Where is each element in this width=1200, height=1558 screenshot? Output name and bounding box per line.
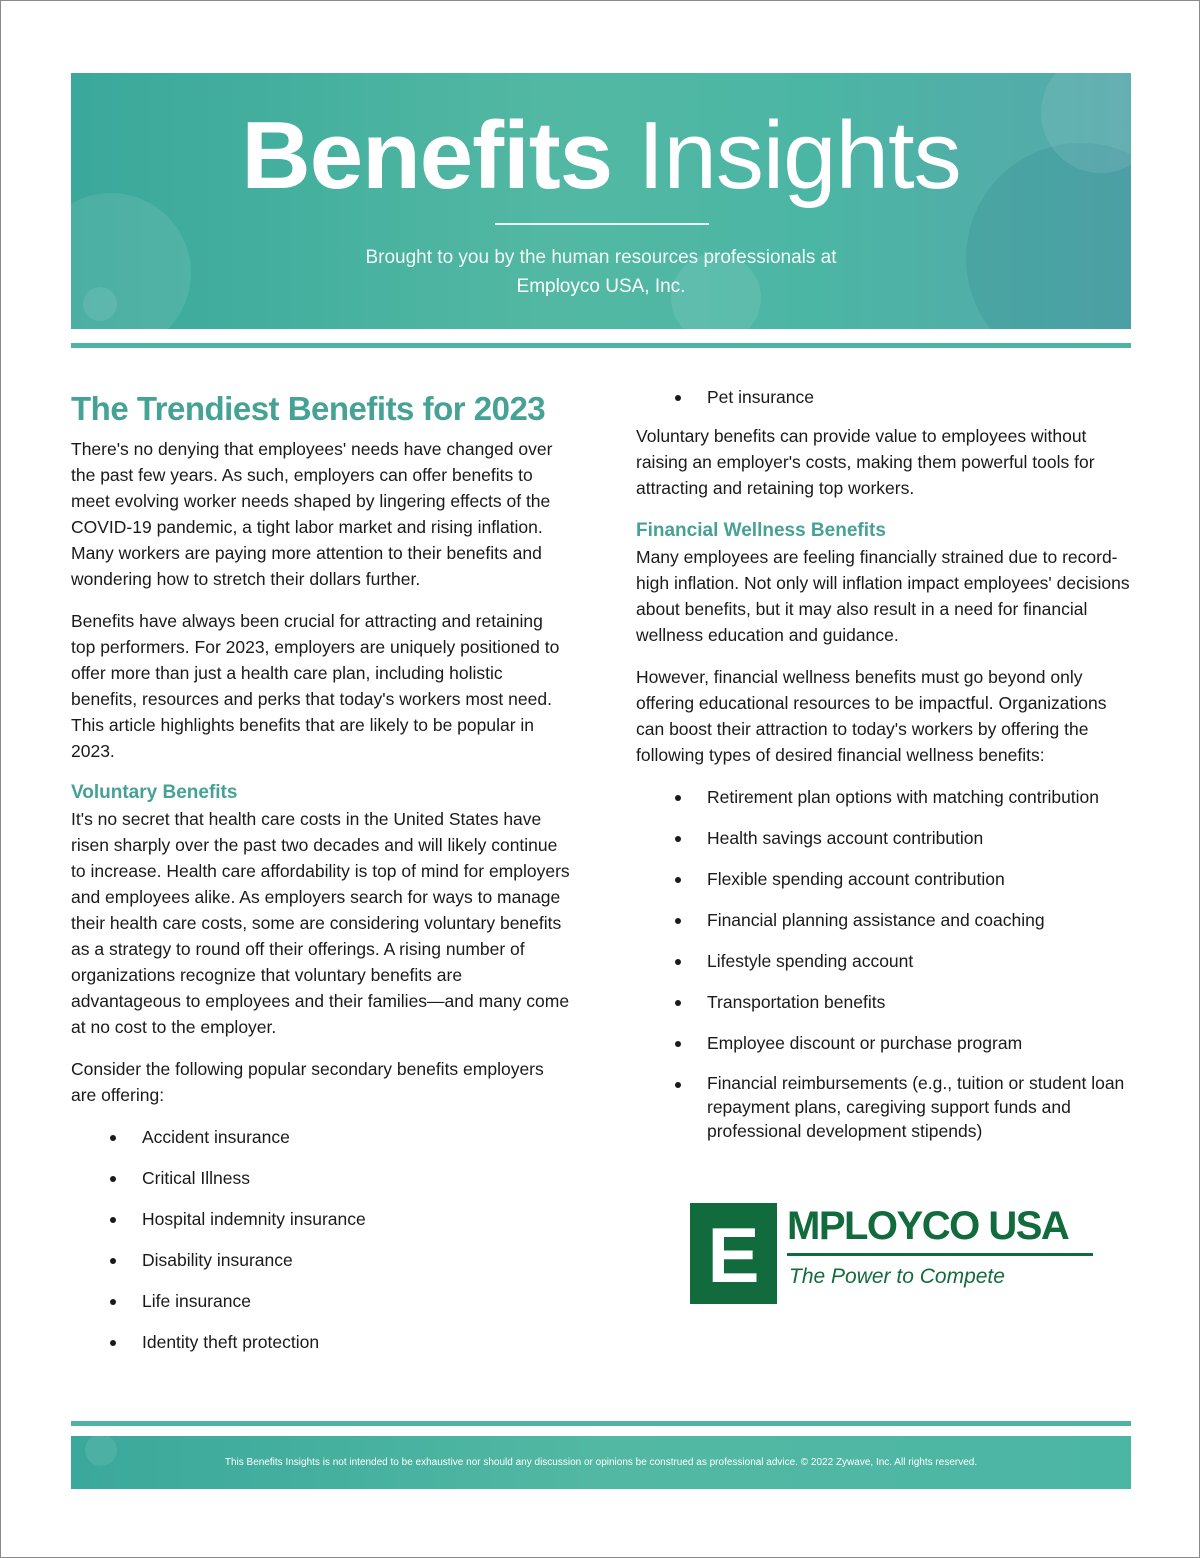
banner-title xyxy=(71,101,1131,211)
header-divider xyxy=(71,343,1131,348)
logo-tagline: The Power to Compete xyxy=(789,1265,1005,1288)
banner-divider xyxy=(495,223,709,225)
financial-paragraph: However, financial wellness benefits must go beyond only offering educational resources to be impactful. Organizations can boost their attraction to today's workers by offering the following types of desired financial wellness benefits: xyxy=(636,667,1107,765)
financial-list xyxy=(636,784,1136,1143)
list-item: Health savings account contribution xyxy=(636,825,1136,851)
footer-disclaimer: This Benefits Insights is not intended to be exhaustive nor should any discussion or opinions be construed as professional advice. © 2022 Zywave, Inc. All rights reserved. xyxy=(224,1457,978,1468)
voluntary-closing: Voluntary benefits can provide value to employees without raising an employer's costs, making them powerful tools for attracting and retaining top workers. xyxy=(636,426,1095,498)
banner-title-light: Insights xyxy=(637,102,961,209)
header-banner xyxy=(71,73,1131,329)
voluntary-list-continued xyxy=(636,384,1136,410)
footer-divider xyxy=(71,1421,1131,1426)
voluntary-paragraph: Consider the following popular secondary benefits employers are offering: xyxy=(71,1059,544,1105)
article-title: The Trendiest Benefits for 2023 xyxy=(71,390,546,427)
financial-paragraph: Many employees are feeling financially strained due to record-high inflation. Not only will inflation impact employees' decisions about benefits, but it may also result in a need for financial wellness education and guidance. xyxy=(636,547,1130,645)
list-item: Life insurance xyxy=(71,1288,571,1314)
section-heading-financial: Financial Wellness Benefits xyxy=(636,520,886,541)
list-item: Financial planning assistance and coaching xyxy=(636,907,1136,933)
list-item: Transportation benefits xyxy=(636,989,1136,1015)
intro-paragraph: There's no denying that employees' needs have changed over the past few years. As such, employers can offer benefits to meet evolving worker needs shaped by lingering effects of the COVID-19 pandemic, a tight labor market and rising inflation. Many workers are paying more attention to their benefits and wondering how to stretch their dollars further. xyxy=(71,439,553,589)
footer-banner xyxy=(71,1436,1131,1489)
banner-company: Employco USA, Inc. xyxy=(516,276,686,297)
list-item: Pet insurance xyxy=(636,384,1136,410)
list-item: Flexible spending account contribution xyxy=(636,866,1136,892)
list-item: Disability insurance xyxy=(71,1247,571,1273)
intro-paragraph: Benefits have always been crucial for attracting and retaining top performers. For 2023, employers are uniquely positioned to offer more than just a health care plan, including holistic benefits, resources and perks that today's workers most need. This article highlights benefits that are likely to be popular in 2023. xyxy=(71,611,560,761)
list-item: Financial reimbursements (e.g., tuition or student loan repayment plans, caregiving support funds and professional development stipends) xyxy=(636,1071,1136,1143)
left-column xyxy=(71,436,571,1355)
list-item: Accident insurance xyxy=(71,1124,571,1150)
banner-subtitle: Brought to you by the human resources professionals at xyxy=(365,247,837,268)
voluntary-paragraph: It's no secret that health care costs in the United States have risen sharply over the past two decades and will likely continue to increase. Health care affordability is top of mind for employers and employees alike. As employers search for ways to manage their health care costs, some are considering voluntary benefits as a strategy to round off their offerings. A rising number of organizations recognize that voluntary benefits are advantageous to employees and their families—and many come at no cost to the employer. xyxy=(71,809,570,1037)
list-item: Retirement plan options with matching contribution xyxy=(636,784,1136,810)
list-item: Identity theft protection xyxy=(71,1329,571,1355)
list-item: Employee discount or purchase program xyxy=(636,1030,1136,1056)
right-column xyxy=(636,384,1136,1143)
banner-title-bold: Benefits xyxy=(241,102,613,209)
list-item: Critical Illness xyxy=(71,1165,571,1191)
list-item: Lifestyle spending account xyxy=(636,948,1136,974)
logo-name: MPLOYCO USA xyxy=(787,1204,1069,1248)
employco-logo xyxy=(690,1203,1100,1307)
list-item: Hospital indemnity insurance xyxy=(71,1206,571,1232)
section-heading-voluntary: Voluntary Benefits xyxy=(71,782,238,803)
logo-mark xyxy=(690,1203,777,1304)
voluntary-list xyxy=(71,1124,571,1355)
logo-letter: E xyxy=(707,1211,760,1299)
logo-divider xyxy=(787,1253,1093,1256)
